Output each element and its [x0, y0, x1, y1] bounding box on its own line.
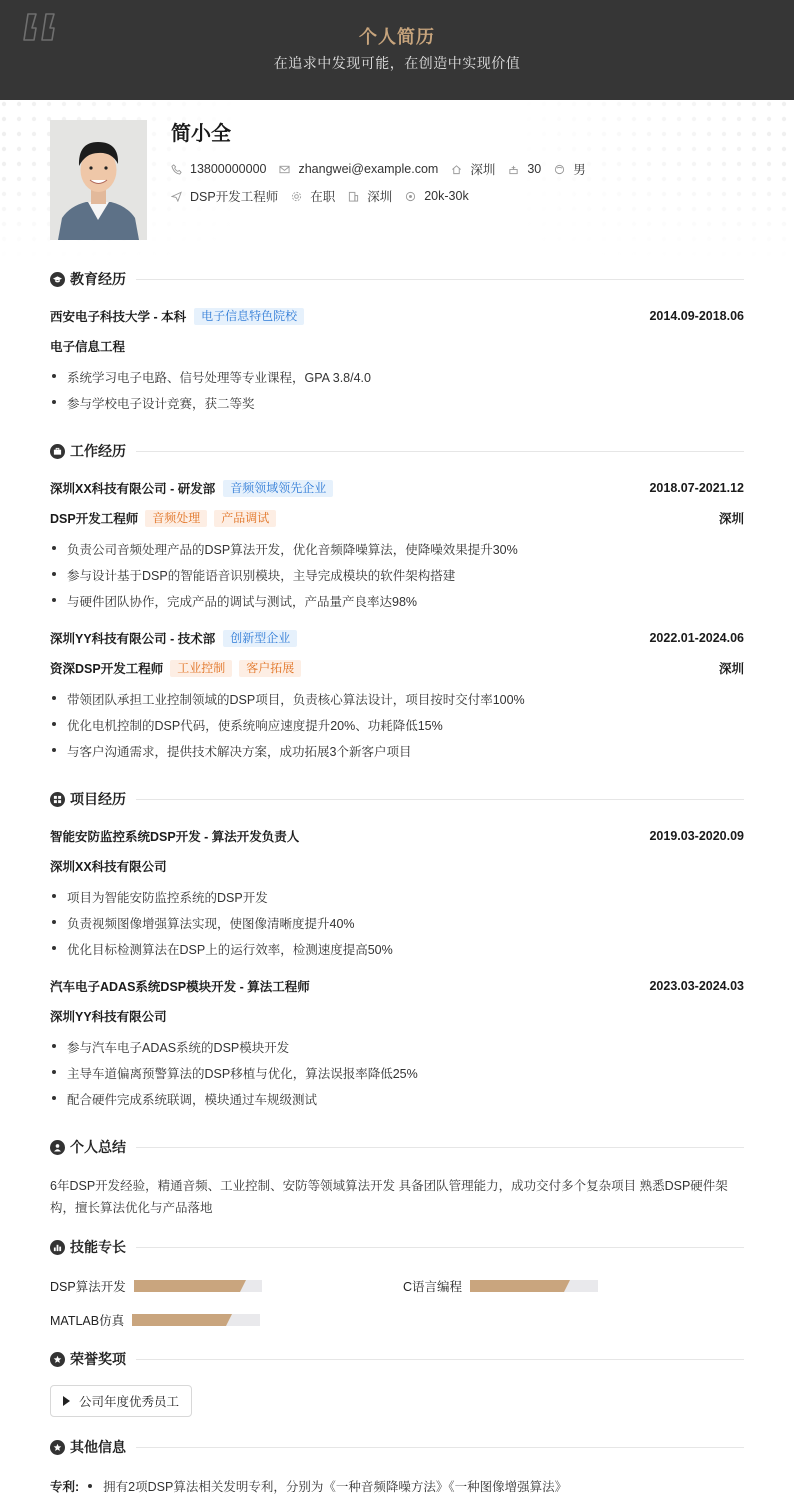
section-title: 技能专长 [70, 1239, 126, 1255]
summary-text: 6年DSP开发经验，精通音频、工业控制、安防等领域算法开发 具备团队管理能力，成功交付多个复杂项目 熟悉DSP硬件架构，擅长算法优化与产品落地 [50, 1179, 728, 1215]
status-item [291, 187, 335, 205]
building-icon [348, 191, 359, 202]
page-title: 个人简历 [359, 27, 435, 47]
company-tag: 创新型企业 [223, 630, 297, 647]
target-city-text: 深圳 [367, 190, 393, 204]
skill-name: C语言编程 [403, 1280, 463, 1294]
home-icon [451, 164, 462, 175]
skill-bar-fill [134, 1280, 240, 1292]
phone-text: 13800000000 [190, 162, 267, 176]
education-entry-header [50, 307, 744, 325]
age-text: 30 [527, 162, 542, 176]
project-period: 2023.03-2024.03 [649, 979, 744, 993]
list-item: 优化目标检测算法在DSP上的运行效率，检测速度提高50% [50, 940, 744, 958]
divider [136, 279, 744, 280]
other-label: 专利: [50, 1480, 80, 1494]
work-city: 深圳 [718, 512, 744, 526]
job-role: 资深DSP开发工程师 [50, 662, 164, 676]
work-role-row [50, 659, 744, 677]
skill-bar [470, 1280, 598, 1292]
section-projects-header [50, 789, 744, 809]
major: 电子信息工程 [50, 340, 126, 354]
location-text: 深圳 [470, 163, 496, 177]
education-period: 2014.09-2018.06 [649, 309, 744, 323]
skill-item [403, 1277, 598, 1295]
award-badge [50, 1385, 192, 1417]
status-text: 在职 [310, 190, 336, 204]
list-item: 参与学校电子设计竞赛，获二等奖 [50, 394, 744, 412]
list-item: 主导车道偏离预警算法的DSP移植与优化，算法误报率降低25% [50, 1064, 744, 1082]
skill-tag: 产品调试 [214, 510, 276, 527]
bar-chart-icon [50, 1240, 65, 1255]
section-awards-header [50, 1349, 744, 1369]
skill-tag: 工业控制 [170, 660, 232, 677]
grid-icon [50, 792, 65, 807]
work-role-row [50, 509, 744, 527]
play-icon [63, 1396, 70, 1406]
divider [136, 1247, 744, 1248]
position-text: DSP开发工程师 [190, 190, 279, 204]
section-work-header [50, 441, 744, 461]
list-item: 负责公司音频处理产品的DSP算法开发，优化音频降噪算法，使降噪效果提升30% [50, 540, 744, 558]
position-item [171, 187, 278, 205]
project-title: 智能安防监控系统DSP开发 - 算法开发负责人 [50, 830, 300, 844]
section-title: 工作经历 [70, 443, 126, 459]
gender-text: 男 [573, 163, 586, 177]
work-period: 2022.01-2024.06 [649, 631, 744, 645]
project-company: 深圳YY科技有限公司 [50, 1010, 167, 1024]
skill-bar [132, 1314, 260, 1326]
work-entry-header [50, 629, 744, 647]
school-tag: 电子信息特色院校 [194, 308, 304, 325]
education-major-row [50, 337, 744, 355]
section-title: 其他信息 [70, 1439, 126, 1455]
skill-name: MATLAB仿真 [50, 1314, 125, 1328]
list-item: 参与设计基于DSP的智能语音识别模块，主导完成模块的软件架构搭建 [50, 566, 744, 584]
avatar [50, 120, 147, 240]
email-item [279, 162, 438, 176]
skill-item [50, 1277, 262, 1295]
divider [136, 799, 744, 800]
section-title: 个人总结 [70, 1139, 126, 1155]
work-entry-header [50, 479, 744, 497]
project-entry-header [50, 977, 744, 995]
project-company-row [50, 1007, 744, 1025]
medal-icon [50, 1440, 65, 1455]
list-item: 负责视频图像增强算法实现，使图像清晰度提升40% [50, 914, 744, 932]
list-item: 参与汽车电子ADAS系统的DSP模块开发 [50, 1038, 744, 1056]
divider [136, 1447, 744, 1448]
section-skills-header [50, 1237, 744, 1257]
divider [136, 1147, 744, 1148]
skill-item [50, 1311, 260, 1329]
divider [136, 451, 744, 452]
user-icon [50, 1140, 65, 1155]
award-text: 公司年度优秀员工 [79, 1395, 180, 1409]
project-company: 深圳XX科技有限公司 [50, 860, 167, 874]
company-name: 深圳YY科技有限公司 - 技术部 [50, 632, 216, 646]
candidate-name: 简小全 [171, 123, 231, 145]
salary-text: 20k-30k [424, 189, 469, 203]
section-title: 教育经历 [70, 271, 126, 287]
job-role: DSP开发工程师 [50, 512, 139, 526]
other-text: 拥有2项DSP算法相关发明专利，分别为《一种音频降噪方法》《一种图像增强算法》 [103, 1480, 568, 1494]
coin-icon [405, 191, 416, 202]
skill-name: DSP算法开发 [50, 1280, 126, 1294]
project-title: 汽车电子ADAS系统DSP模块开发 - 算法工程师 [50, 980, 310, 994]
briefcase-icon [50, 444, 65, 459]
list-item: 与硬件团队协作，完成产品的调试与测试，产品量产良率达98% [50, 592, 744, 610]
list-item: 配合硬件完成系统联调，模块通过车规级测试 [50, 1090, 744, 1108]
work-period: 2018.07-2021.12 [649, 481, 744, 495]
list-item: 项目为智能安防监控系统的DSP开发 [50, 888, 744, 906]
cake-icon [508, 164, 519, 175]
list-item: 与客户沟通需求，提供技术解决方案，成功拓展3个新客户项目 [50, 742, 744, 760]
gender-item [554, 160, 586, 178]
skill-bar [134, 1280, 262, 1292]
skill-tag: 音频处理 [145, 510, 207, 527]
company-name: 深圳XX科技有限公司 - 研发部 [50, 482, 216, 496]
gender-icon [554, 164, 565, 175]
mail-icon [279, 164, 290, 175]
salary-item [405, 189, 468, 203]
list-item: 带领团队承担工业控制领域的DSP项目，负责核心算法设计，项目按时交付率100% [50, 690, 744, 708]
target-city-item [348, 187, 392, 205]
company-tag: 音频领域领先企业 [223, 480, 333, 497]
header-banner [0, 0, 794, 100]
list-item: 系统学习电子电路、信号处理等专业课程，GPA 3.8/4.0 [50, 368, 744, 386]
section-title: 项目经历 [70, 791, 126, 807]
skill-tag: 客户拓展 [239, 660, 301, 677]
project-period: 2019.03-2020.09 [649, 829, 744, 843]
divider [136, 1359, 744, 1360]
email-text: zhangwei@example.com [298, 162, 439, 176]
gear-icon [291, 191, 302, 202]
job-intent-row [171, 187, 482, 205]
list-item: 优化电机控制的DSP代码，使系统响应速度提升20%、功耗降低15% [50, 716, 744, 734]
contact-row [171, 160, 599, 178]
skill-bar-fill [470, 1280, 564, 1292]
work-city: 深圳 [718, 662, 744, 676]
project-entry-header [50, 827, 744, 845]
project-company-row [50, 857, 744, 875]
medal-icon [50, 1352, 65, 1367]
phone-icon [171, 164, 182, 175]
skill-bar-fill [132, 1314, 226, 1326]
phone-item [171, 162, 266, 176]
school-degree: 西安电子科技大学 - 本科 [50, 310, 187, 324]
page-subtitle: 在追求中发现可能，在创造中实现价值 [273, 55, 521, 71]
age-item [508, 162, 541, 176]
bullet-dot [88, 1484, 92, 1488]
other-info-row [50, 1477, 567, 1495]
send-icon [171, 191, 182, 202]
graduation-cap-icon [50, 272, 65, 287]
location-item [451, 160, 495, 178]
section-education-header [50, 269, 744, 289]
section-title: 荣誉奖项 [70, 1351, 126, 1367]
section-summary-header [50, 1137, 744, 1157]
section-other-header [50, 1437, 744, 1457]
